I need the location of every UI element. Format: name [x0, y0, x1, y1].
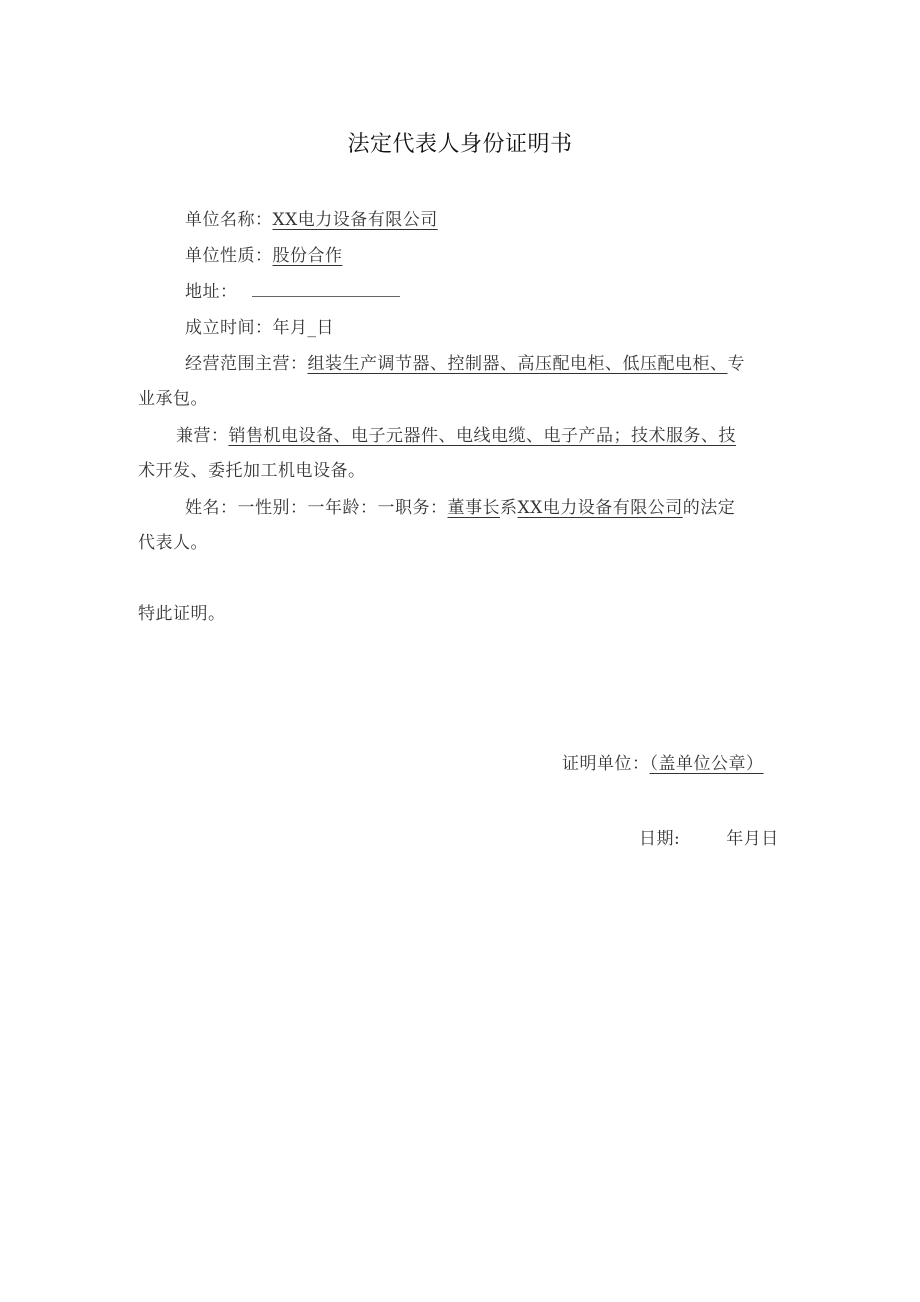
scope-main-row	[185, 352, 745, 376]
scope-side-value: 销售机电设备、电子元器件、电线电缆、电子产品；技术服务、技	[228, 426, 736, 446]
legal-rep-tail: 的法定	[682, 498, 736, 518]
scope-side-row	[176, 424, 736, 448]
address-row	[185, 280, 400, 304]
established-label: 成立时间：	[185, 318, 273, 338]
unit-name-label: 单位名称：	[185, 210, 273, 230]
address-blank-line	[252, 282, 400, 297]
unit-name-row	[185, 208, 438, 232]
unit-nature-row	[185, 244, 343, 268]
scope-main-continuation: 专	[727, 354, 745, 374]
scope-main-value: 组装生产调节器、控制器、高压配电柜、低压配电柜、	[307, 354, 728, 374]
certify-statement	[138, 602, 226, 626]
scope-side-row-2	[138, 459, 366, 483]
issuer-seal-value: （盖单位公章）	[649, 754, 764, 774]
established-value: 年月_日	[272, 318, 334, 338]
company-value: XX电力设备有限公司	[517, 498, 683, 518]
scope-main-continuation-2: 业承包。	[138, 389, 208, 409]
issuer-label: 证明单位：	[562, 754, 650, 774]
certify-text: 特此证明。	[138, 604, 226, 624]
unit-nature-label: 单位性质：	[185, 246, 273, 266]
of-text: 系	[500, 498, 518, 518]
position-value: 董事长	[447, 498, 500, 518]
established-row	[185, 316, 334, 340]
date-value: 年月日	[726, 829, 779, 849]
unit-name-value: XX电力设备有限公司	[272, 210, 438, 230]
date-row	[639, 827, 779, 851]
person-fields: 姓名：一性别：一年龄：一职务：	[185, 498, 448, 518]
scope-side-continuation: 术开发、委托加工机电设备。	[138, 461, 366, 481]
document-title: 法定代表人身份证明书	[347, 132, 573, 157]
unit-nature-value: 股份合作	[272, 246, 343, 266]
scope-main-row-2	[138, 387, 208, 411]
scope-main-label: 经营范围主营：	[185, 354, 308, 374]
person-row	[185, 496, 735, 520]
date-label: 日期:	[639, 829, 681, 849]
scope-side-label: 兼营：	[176, 426, 229, 446]
address-label: 地址：	[185, 282, 238, 302]
issuer-row	[562, 752, 764, 776]
person-row-2	[138, 531, 208, 555]
legal-rep-continuation: 代表人。	[138, 533, 208, 553]
